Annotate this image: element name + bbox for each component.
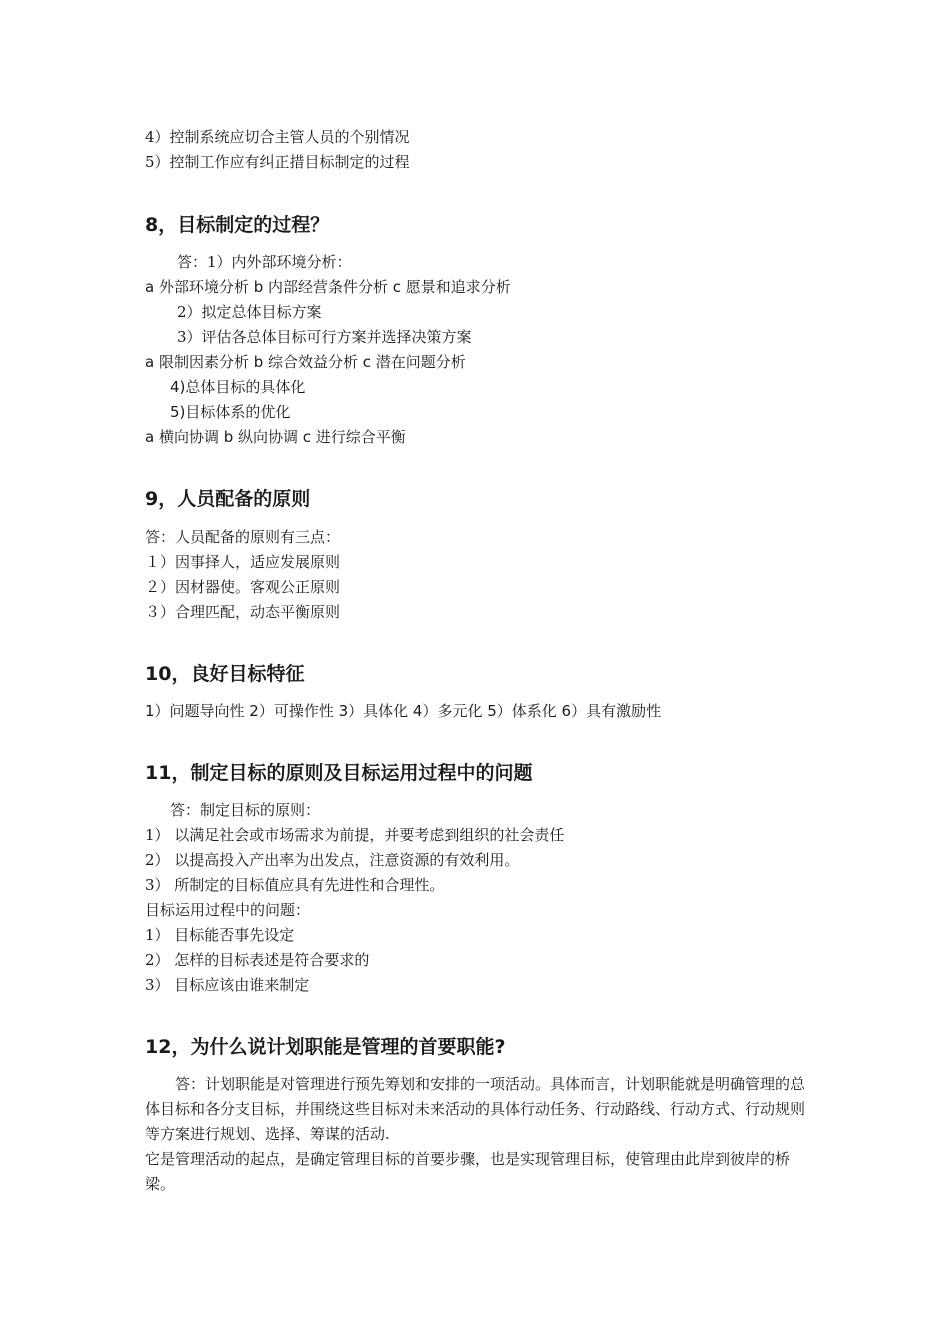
section-8-line-5: a 限制因素分析 b 综合效益分析 c 潜在问题分析 [145, 353, 466, 371]
section-9-line-4: ３）合理匹配，动态平衡原则 [145, 603, 341, 621]
section-11-heading: 11，制定目标的原则及目标运用过程中的问题 [145, 762, 533, 784]
section-11-line-3: 2） 以提高投入产出率为出发点，注意资源的有效利用。 [145, 851, 520, 869]
section-8-line-7: 5)目标体系的优化 [170, 403, 291, 421]
section-9-line-1: 答：人员配备的原则有三点： [145, 528, 341, 546]
section-12-paragraph-2: 它是管理活动的起点，是确定管理目标的首要步骤，也是实现管理目标，使管理由此岸到彼岸的桥梁。 [145, 1150, 791, 1193]
section-10-heading: 10，良好目标特征 [145, 663, 305, 685]
section-8-line-1: 答：1）内外部环境分析： [177, 253, 352, 271]
section-11-line-1: 答：制定目标的原则： [170, 801, 321, 819]
section-11-line-6: 1） 目标能否事先设定 [145, 926, 295, 944]
section-11-line-7: 2） 怎样的目标表述是符合要求的 [145, 951, 370, 969]
section-11-line-5: 目标运用过程中的问题： [145, 901, 311, 919]
section-12-body [145, 1072, 810, 1197]
section-8-line-3: 2）拟定总体目标方案 [177, 303, 322, 321]
section-8-line-6: 4)总体目标的具体化 [170, 378, 306, 396]
section-8-heading: 8，目标制定的过程？ [145, 214, 330, 236]
section-8-line-2: a 外部环境分析 b 内部经营条件分析 c 愿景和追求分析 [145, 278, 511, 296]
section-9-line-3: ２）因材器使。客观公正原则 [145, 578, 341, 596]
section-10-line-1: 1）问题导向性 2）可操作性 3）具体化 4）多元化 5）体系化 6）具有激励性 [145, 702, 662, 720]
list-item-5: 5）控制工作应有纠正措目标制定的过程 [145, 153, 410, 171]
section-9-heading: 9，人员配备的原则 [145, 488, 311, 510]
section-12-heading: 12，为什么说计划职能是管理的首要职能? [145, 1036, 506, 1058]
section-11-line-4: 3） 所制定的目标值应具有先进性和合理性。 [145, 876, 445, 894]
list-item-4: 4）控制系统应切合主管人员的个别情况 [145, 128, 410, 146]
section-11-line-2: 1） 以满足社会或市场需求为前提，并要考虑到组织的社会责任 [145, 826, 565, 844]
section-8-line-4: 3）评估各总体目标可行方案并选择决策方案 [177, 328, 472, 346]
section-11-line-8: 3） 目标应该由谁来制定 [145, 976, 310, 994]
section-12-paragraph-1: 答：计划职能是对管理进行预先筹划和安排的一项活动。具体而言，计划职能就是明确管理的总体目标和各分支目标，并围绕这些目标对未来活动的具体行动任务、行动路线、行动方式、行动规则等方案进行规划、选择、筹谋的活动. [145, 1075, 806, 1143]
section-8-line-8: a 横向协调 b 纵向协调 c 进行综合平衡 [145, 428, 406, 446]
section-9-line-2: １）因事择人，适应发展原则 [145, 553, 341, 571]
